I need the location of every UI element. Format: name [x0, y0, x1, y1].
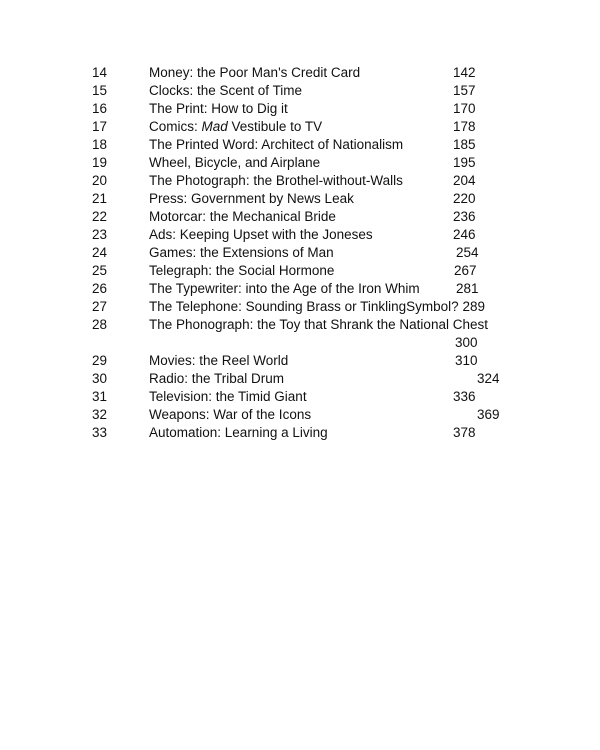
- toc-entry-19: [0, 154, 600, 172]
- chapter-number: 15: [92, 83, 108, 98]
- toc-entry-30: [0, 370, 600, 388]
- chapter-title: The Telephone: Sounding Brass or TinklingSymbol? 289: [149, 299, 485, 314]
- page-number: 185: [453, 137, 476, 152]
- chapter-number: 27: [92, 299, 108, 314]
- chapter-number: 21: [92, 191, 108, 206]
- chapter-number: 22: [92, 209, 108, 224]
- chapter-title: [149, 118, 322, 136]
- toc-entry-21: [0, 190, 600, 208]
- chapter-number: 33: [92, 425, 108, 440]
- chapter-title: The Phonograph: the Toy that Shrank the National Chest: [149, 317, 488, 332]
- page-number: 281: [456, 281, 479, 296]
- page-number: 378: [453, 425, 476, 440]
- page-number: 170: [453, 101, 476, 116]
- toc-entry-20: [0, 172, 600, 190]
- chapter-title: Movies: the Reel World: [149, 353, 289, 368]
- chapter-title-italic: Mad: [201, 119, 228, 134]
- page-number: 157: [453, 83, 476, 98]
- chapter-title: Money: the Poor Man's Credit Card: [149, 65, 361, 80]
- chapter-title: The Typewriter: into the Age of the Iron Whim: [149, 281, 420, 296]
- table-of-contents: [0, 64, 600, 442]
- toc-entry-17: [0, 118, 600, 136]
- page-number: 324: [477, 371, 500, 386]
- chapter-number: 16: [92, 101, 108, 116]
- toc-entry-14: [0, 64, 600, 82]
- page-number: 310: [455, 353, 478, 368]
- chapter-number: 26: [92, 281, 108, 296]
- chapter-title: Press: Government by News Leak: [149, 191, 354, 206]
- page-number: 246: [453, 227, 476, 242]
- chapter-title: The Printed Word: Architect of Nationalism: [149, 137, 404, 152]
- chapter-title: The Print: How to Dig it: [149, 101, 288, 116]
- toc-entry-32: [0, 406, 600, 424]
- chapter-number: 18: [92, 137, 108, 152]
- chapter-number: 28: [92, 317, 108, 332]
- chapter-title-part: Vestibule to TV: [227, 119, 323, 134]
- page-number: 336: [453, 389, 476, 404]
- chapter-title: The Photograph: the Brothel-without-Walls: [149, 173, 403, 188]
- page-number: 195: [453, 155, 476, 170]
- chapter-number: 31: [92, 389, 108, 404]
- chapter-number: 23: [92, 227, 108, 242]
- toc-entry-18: [0, 136, 600, 154]
- chapter-title: Ads: Keeping Upset with the Joneses: [149, 227, 373, 242]
- toc-entry-27: [0, 298, 600, 316]
- toc-entry-28: [0, 316, 600, 334]
- chapter-title: Motorcar: the Mechanical Bride: [149, 209, 336, 224]
- page-number: 236: [453, 209, 476, 224]
- chapter-number: 19: [92, 155, 108, 170]
- page-number: 267: [454, 263, 477, 278]
- toc-entry-15: [0, 82, 600, 100]
- toc-entry-24: [0, 244, 600, 262]
- chapter-title: Weapons: War of the Icons: [149, 407, 312, 422]
- toc-entry-23: [0, 226, 600, 244]
- chapter-number: 32: [92, 407, 108, 422]
- chapter-number: 30: [92, 371, 108, 386]
- chapter-title: Wheel, Bicycle, and Airplane: [149, 155, 321, 170]
- toc-entry-29: [0, 352, 600, 370]
- page-number: 369: [477, 407, 500, 422]
- chapter-title: Television: the Timid Giant: [149, 389, 307, 404]
- page-number: 204: [453, 173, 476, 188]
- chapter-number: 14: [92, 65, 108, 80]
- chapter-title: Radio: the Tribal Drum: [149, 371, 285, 386]
- chapter-title: Clocks: the Scent of Time: [149, 83, 303, 98]
- toc-entry-31: [0, 388, 600, 406]
- toc-entry-16: [0, 100, 600, 118]
- toc-entry-28-page-line: [0, 334, 600, 352]
- chapter-number: 17: [92, 119, 108, 134]
- chapter-number: 24: [92, 245, 108, 260]
- toc-entry-25: [0, 262, 600, 280]
- chapter-number: 20: [92, 173, 108, 188]
- chapter-title-part: Comics:: [149, 119, 202, 134]
- page-number: 142: [453, 65, 476, 80]
- page-number: 300: [455, 335, 478, 350]
- toc-entry-26: [0, 280, 600, 298]
- toc-entry-33: [0, 424, 600, 442]
- chapter-number: 29: [92, 353, 108, 368]
- chapter-title: Telegraph: the Social Hormone: [149, 263, 335, 278]
- chapter-title: Automation: Learning a Living: [149, 425, 328, 440]
- toc-entry-22: [0, 208, 600, 226]
- chapter-number: 25: [92, 263, 108, 278]
- chapter-title: Games: the Extensions of Man: [149, 245, 334, 260]
- page-number: 254: [456, 245, 479, 260]
- page-number: 178: [453, 119, 476, 134]
- page-number: 220: [453, 191, 476, 206]
